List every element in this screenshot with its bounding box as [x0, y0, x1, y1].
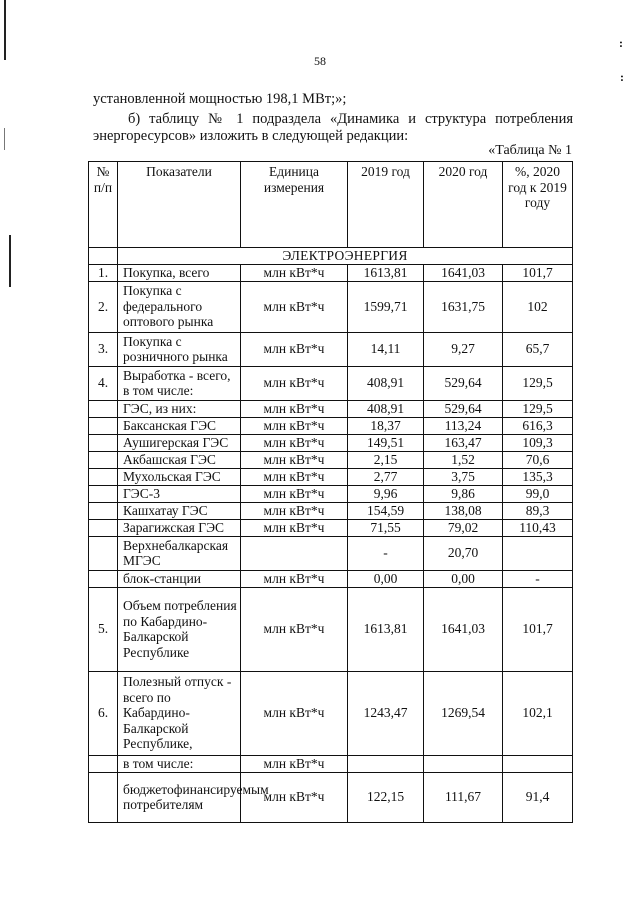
row-value-2020: 1631,75: [424, 281, 503, 332]
row-percent: 102: [503, 281, 573, 332]
row-percent: 99,0: [503, 485, 573, 502]
row-percent: 129,5: [503, 366, 573, 400]
table-row: [89, 451, 573, 468]
row-percent: [503, 755, 573, 772]
row-unit: млн кВт*ч: [241, 485, 348, 502]
row-value-2020: 79,02: [424, 519, 503, 536]
header-percent: %, 2020 год к 2019 году: [503, 162, 573, 248]
row-number: [89, 772, 118, 822]
table-header-row: [89, 162, 573, 248]
row-unit: млн кВт*ч: [241, 468, 348, 485]
row-indicator: бюджетофинансируемым потребителям: [118, 772, 241, 822]
table-row: [89, 468, 573, 485]
row-unit: млн кВт*ч: [241, 519, 348, 536]
row-percent: [503, 536, 573, 570]
scan-edge-line-mid: [9, 235, 11, 287]
row-value-2019: 71,55: [348, 519, 424, 536]
table-row: [89, 671, 573, 755]
row-value-2019: 2,77: [348, 468, 424, 485]
row-indicator: Зарагижская ГЭС: [118, 519, 241, 536]
table-row: [89, 332, 573, 366]
scan-edge-line-small: [4, 128, 5, 150]
row-value-2020: 1269,54: [424, 671, 503, 755]
row-value-2019: 14,11: [348, 332, 424, 366]
table-row: [89, 417, 573, 434]
table-row: [89, 400, 573, 417]
page-number: 58: [314, 54, 326, 68]
table-row: [89, 281, 573, 332]
table-row: [89, 519, 573, 536]
row-indicator: Кашхатау ГЭС: [118, 502, 241, 519]
row-number: 6.: [89, 671, 118, 755]
header-num: № п/п: [89, 162, 118, 248]
row-unit: млн кВт*ч: [241, 417, 348, 434]
section-row: [89, 248, 573, 265]
row-value-2020: 529,64: [424, 366, 503, 400]
row-number: [89, 755, 118, 772]
row-percent: -: [503, 570, 573, 587]
row-value-2020: 113,24: [424, 417, 503, 434]
table-row: [89, 772, 573, 822]
row-value-2020: 163,47: [424, 434, 503, 451]
row-indicator: Акбашская ГЭС: [118, 451, 241, 468]
row-number: 5.: [89, 587, 118, 671]
row-unit: млн кВт*ч: [241, 332, 348, 366]
table-row: [89, 434, 573, 451]
row-percent: 101,7: [503, 264, 573, 281]
row-value-2019: 9,96: [348, 485, 424, 502]
row-unit: млн кВт*ч: [241, 434, 348, 451]
row-unit: млн кВт*ч: [241, 671, 348, 755]
table-row: [89, 366, 573, 400]
table-row: [89, 536, 573, 570]
row-number: [89, 485, 118, 502]
row-value-2019: 154,59: [348, 502, 424, 519]
row-number: [89, 417, 118, 434]
intro-paragraph: б) таблицу № 1 подраздела «Динамика и структура потребления энергоресурсов» изложить в следующей редакции:: [93, 111, 573, 144]
row-value-2019: 1613,81: [348, 264, 424, 281]
row-percent: 616,3: [503, 417, 573, 434]
row-number: [89, 451, 118, 468]
row-unit: млн кВт*ч: [241, 570, 348, 587]
row-indicator: в том числе:: [118, 755, 241, 772]
row-number: [89, 536, 118, 570]
row-number: [89, 570, 118, 587]
row-percent: 91,4: [503, 772, 573, 822]
row-value-2020: 1,52: [424, 451, 503, 468]
section-title: ЭЛЕКТРОЭНЕРГИЯ: [118, 248, 573, 265]
header-unit: Единица измерения: [241, 162, 348, 248]
table-caption: «Таблица № 1: [488, 143, 572, 158]
row-unit: млн кВт*ч: [241, 755, 348, 772]
row-value-2020: 1641,03: [424, 587, 503, 671]
row-percent: 65,7: [503, 332, 573, 366]
table-row: [89, 570, 573, 587]
row-percent: 70,6: [503, 451, 573, 468]
row-value-2019: 1599,71: [348, 281, 424, 332]
row-number: [89, 519, 118, 536]
row-number: 1.: [89, 264, 118, 281]
scan-edge-line-top: [4, 0, 6, 60]
row-indicator: Полезный отпуск - всего по Кабардино-Балкарской Республике,: [118, 671, 241, 755]
row-number: [89, 468, 118, 485]
row-indicator: Баксанская ГЭС: [118, 417, 241, 434]
row-indicator: блок-станции: [118, 570, 241, 587]
row-value-2019: 0,00: [348, 570, 424, 587]
row-value-2020: 20,70: [424, 536, 503, 570]
row-unit: млн кВт*ч: [241, 264, 348, 281]
row-indicator: Объем потребления по Кабардино-Балкарской Республике: [118, 587, 241, 671]
row-percent: 101,7: [503, 587, 573, 671]
row-number: [89, 502, 118, 519]
intro-line-1: установленной мощностью 198,1 МВт;»;: [93, 91, 347, 107]
row-number: 2.: [89, 281, 118, 332]
header-2020: 2020 год: [424, 162, 503, 248]
row-percent: 102,1: [503, 671, 573, 755]
row-value-2019: 408,91: [348, 400, 424, 417]
row-value-2020: 3,75: [424, 468, 503, 485]
row-number: [89, 400, 118, 417]
row-unit: млн кВт*ч: [241, 772, 348, 822]
table-row: [89, 755, 573, 772]
row-value-2020: 529,64: [424, 400, 503, 417]
row-value-2019: 2,15: [348, 451, 424, 468]
scan-mark-2: :: [620, 70, 624, 84]
row-percent: 109,3: [503, 434, 573, 451]
row-unit: млн кВт*ч: [241, 451, 348, 468]
row-value-2020: 9,86: [424, 485, 503, 502]
row-percent: 89,3: [503, 502, 573, 519]
section-empty-cell: [89, 248, 118, 265]
row-indicator: Верхнебалкарская МГЭС: [118, 536, 241, 570]
row-value-2020: 9,27: [424, 332, 503, 366]
row-value-2019: [348, 755, 424, 772]
row-value-2019: -: [348, 536, 424, 570]
row-unit: млн кВт*ч: [241, 502, 348, 519]
row-value-2019: 408,91: [348, 366, 424, 400]
table-row: [89, 264, 573, 281]
row-indicator: ГЭС-3: [118, 485, 241, 502]
row-indicator: Аушигерская ГЭС: [118, 434, 241, 451]
row-value-2020: 1641,03: [424, 264, 503, 281]
row-number: [89, 434, 118, 451]
row-value-2019: 1613,81: [348, 587, 424, 671]
row-number: 3.: [89, 332, 118, 366]
row-value-2019: 122,15: [348, 772, 424, 822]
row-unit: [241, 536, 348, 570]
row-percent: 110,43: [503, 519, 573, 536]
header-2019: 2019 год: [348, 162, 424, 248]
row-value-2020: 0,00: [424, 570, 503, 587]
row-indicator: Выработка - всего, в том числе:: [118, 366, 241, 400]
table-row: [89, 587, 573, 671]
row-indicator: Покупка с розничного рынка: [118, 332, 241, 366]
row-indicator: Мухольская ГЭС: [118, 468, 241, 485]
energy-table: [88, 161, 573, 823]
header-indicator: Показатели: [118, 162, 241, 248]
row-percent: 129,5: [503, 400, 573, 417]
row-value-2019: 149,51: [348, 434, 424, 451]
row-value-2020: [424, 755, 503, 772]
table-row: [89, 502, 573, 519]
scan-mark-1: :: [619, 36, 623, 50]
row-indicator: Покупка с федерального оптового рынка: [118, 281, 241, 332]
row-value-2020: 138,08: [424, 502, 503, 519]
row-percent: 135,3: [503, 468, 573, 485]
row-number: 4.: [89, 366, 118, 400]
table-row: [89, 485, 573, 502]
row-unit: млн кВт*ч: [241, 400, 348, 417]
row-unit: млн кВт*ч: [241, 281, 348, 332]
row-value-2019: 18,37: [348, 417, 424, 434]
row-unit: млн кВт*ч: [241, 587, 348, 671]
row-unit: млн кВт*ч: [241, 366, 348, 400]
row-value-2020: 111,67: [424, 772, 503, 822]
row-indicator: ГЭС, из них:: [118, 400, 241, 417]
row-value-2019: 1243,47: [348, 671, 424, 755]
row-indicator: Покупка, всего: [118, 264, 241, 281]
